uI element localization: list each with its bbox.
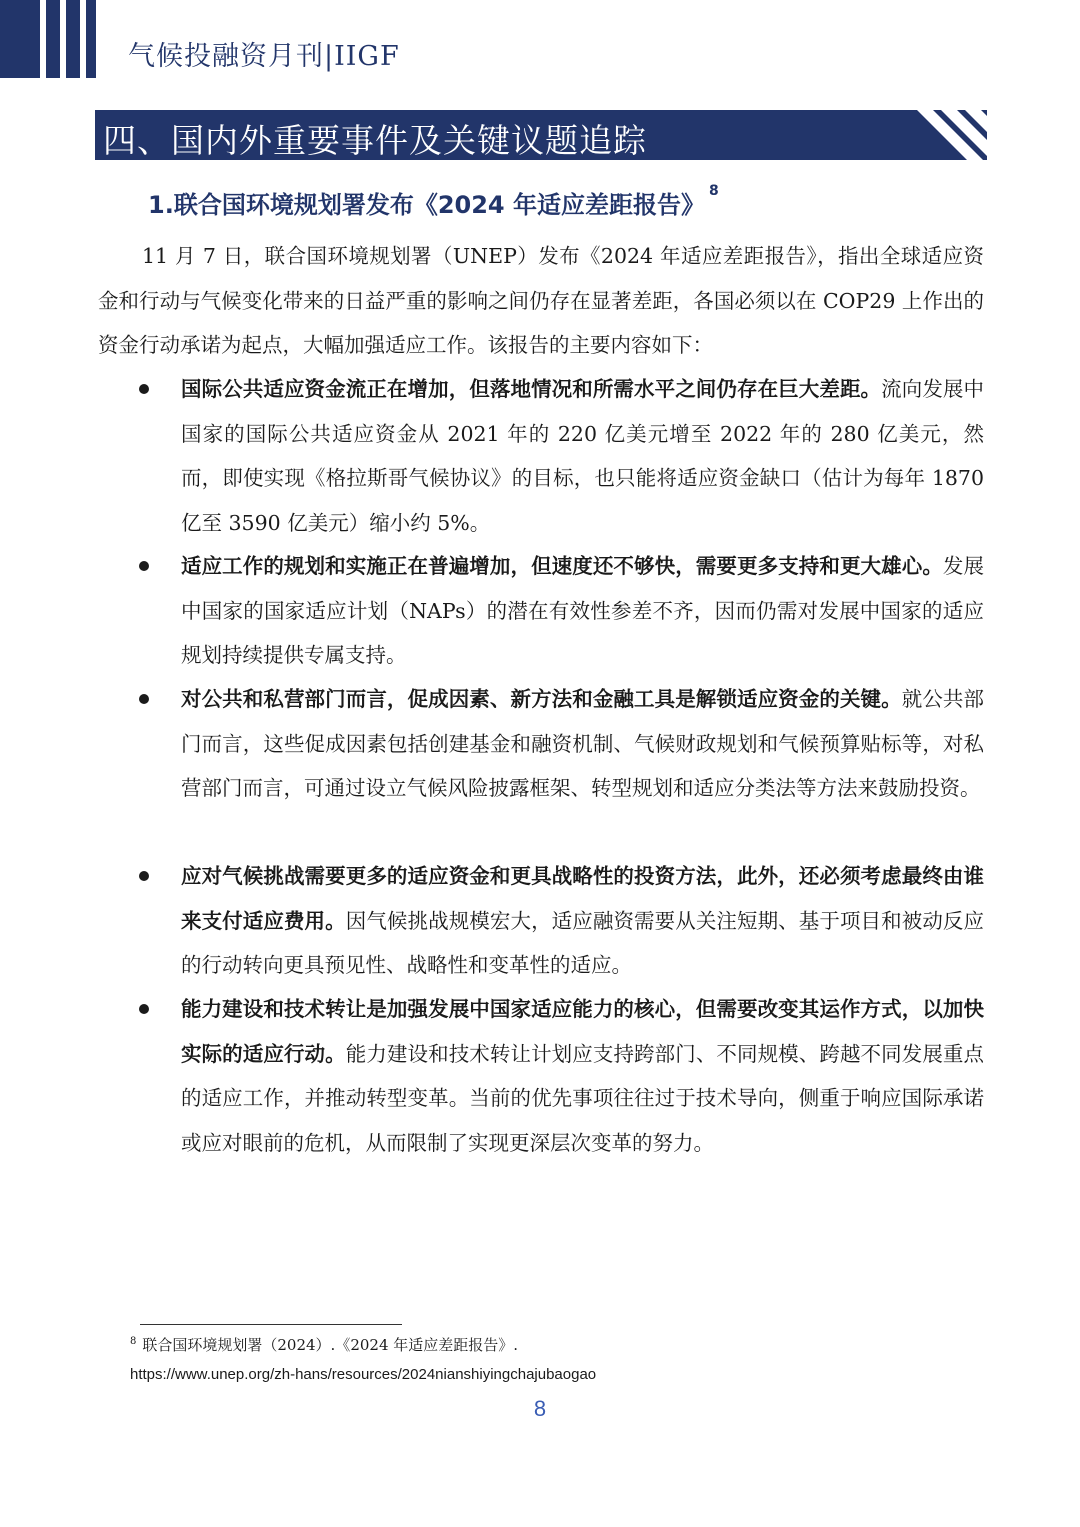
bullet-text xyxy=(181,677,984,811)
bullet-lead: 能力建设和技术转让是加强发展中国家适应能力的核心，但需要改变其运作方式，以加快实际的适应行动。 xyxy=(181,997,984,1066)
footnote-ref: 8 xyxy=(708,183,719,199)
bullet-lead: 应对气候挑战需要更多的适应资金和更具战略性的投资方法，此外，还必须考虑最终由谁来支付适应费用。 xyxy=(181,864,984,933)
article-heading xyxy=(148,185,719,220)
section-title: 四、国内外重要事件及关键议题追踪 xyxy=(103,121,647,160)
banner-stripes-decoration xyxy=(917,110,987,160)
footnote-url[interactable]: https://www.unep.org/zh-hans/resources/2024nianshiyingchajubaogao xyxy=(130,1366,597,1383)
bullet-lead: 适应工作的规划和实施正在普遍增加，但速度还不够快，需要更多支持和更大雄心。 xyxy=(181,554,943,578)
bullet-dot-icon xyxy=(139,871,149,881)
bullet-dot-icon xyxy=(139,561,149,571)
bullet-dot-icon xyxy=(139,384,149,394)
bullet-dot-icon xyxy=(139,1004,149,1014)
bullet-text xyxy=(181,854,984,988)
bullet-body: 流向发展中国家的国际公共适应资金从 2021 年的 220 亿美元增至 2022 年的 280 亿美元，然而，即使实现《格拉斯哥气候协议》的目标，也只能将适应资金缺口（估计为每年 1870 亿至 3590 亿美元）缩小约 5%。 xyxy=(181,377,985,535)
footnote-number: 8 xyxy=(130,1336,137,1347)
section-banner xyxy=(95,110,987,160)
bullet-text xyxy=(181,544,984,678)
bullet-dot-icon xyxy=(139,694,149,704)
page-number: 8 xyxy=(533,1396,547,1421)
footnote-citation xyxy=(130,1334,518,1355)
intro-paragraph: 11 月 7 日，联合国环境规划署（UNEP）发布《2024 年适应差距报告》，指出全球适应资金和行动与气候变化带来的日益严重的影响之间仍存在显著差距，各国必须以在 COP29 上作出的资金行动承诺为起点，大幅加强适应工作。该报告的主要内容如下： xyxy=(98,244,984,357)
bullet-lead: 对公共和私营部门而言，促成因素、新方法和金融工具是解锁适应资金的关键。 xyxy=(181,687,902,711)
footnote-citation-text: 联合国环境规划署（2024）.《2024 年适应差距报告》. xyxy=(142,1336,519,1354)
bullet-body: 发展中国家的国家适应计划（NAPs）的潜在有效性参差不齐，因而仍需对发展中国家的适应规划持续提供专属支持。 xyxy=(181,554,984,667)
footnote-divider xyxy=(140,1324,402,1325)
bullet-body: 能力建设和技术转让计划应支持跨部门、不同规模、跨越不同发展重点的适应工作，并推动转型变革。当前的优先事项往往过于技术导向，侧重于响应国际承诺或应对眼前的危机，从而限制了实现更深层次变革的努力。 xyxy=(181,1041,985,1155)
header-logo-bars xyxy=(0,0,100,78)
article-heading-text: 1.联合国环境规划署发布《2024 年适应差距报告》 xyxy=(148,191,705,219)
bullet-text xyxy=(181,987,984,1165)
header-title: 气候投融资月刊|IIGF xyxy=(128,41,400,72)
bullet-body: 因气候挑战规模宏大，适应融资需要从关注短期、基于项目和被动反应的行动转向更具预见性、战略性和变革性的适应。 xyxy=(181,908,985,977)
bullet-lead: 国际公共适应资金流正在增加，但落地情况和所需水平之间仍存在巨大差距。 xyxy=(181,377,882,401)
bullet-text xyxy=(181,367,984,545)
bullet-body: 就公共部门而言，这些促成因素包括创建基金和融资机制、气候财政规划和气候预算贴标等，对私营部门而言，可通过设立气候风险披露框架、转型规划和适应分类法等方法来鼓励投资。 xyxy=(181,687,985,800)
